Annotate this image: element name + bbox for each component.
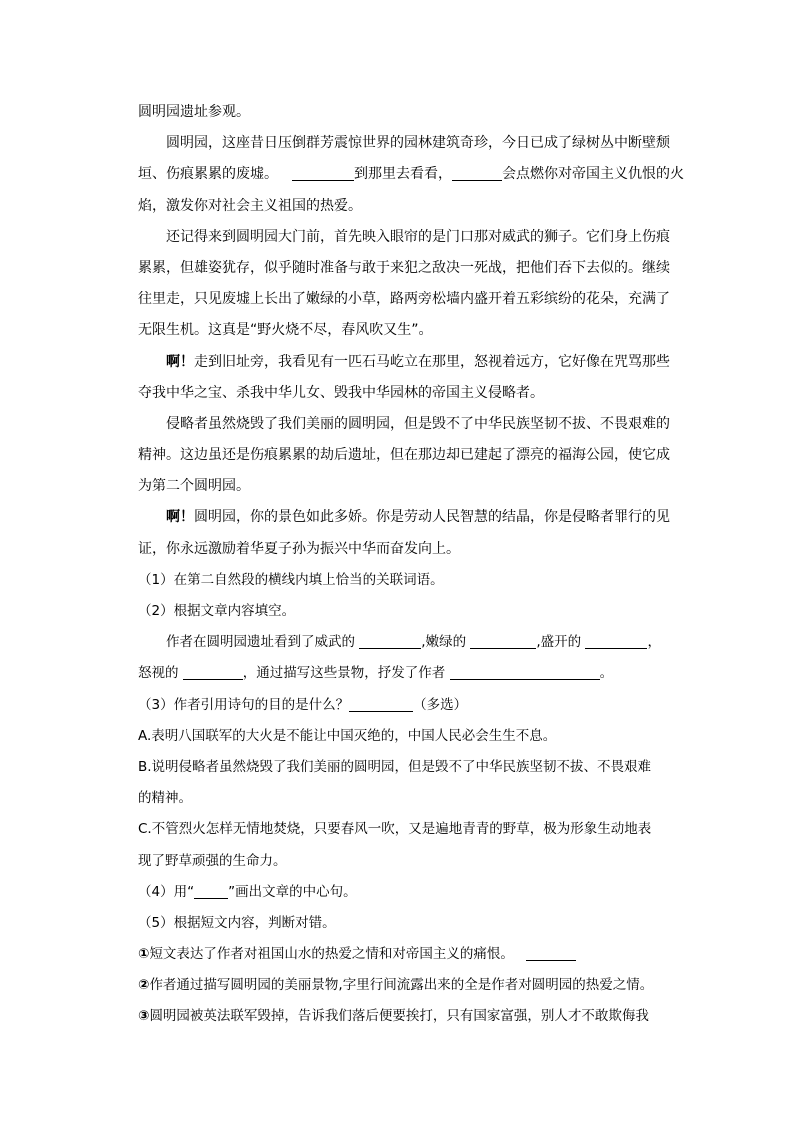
passage-line xyxy=(138,534,678,565)
option-c xyxy=(138,814,678,845)
text: ,盛开的 xyxy=(536,634,586,651)
fill-blank[interactable] xyxy=(359,632,421,649)
exclamation: 啊！ xyxy=(166,353,194,370)
text: 焰，激发你对社会主义祖国的热爱。 xyxy=(138,197,362,214)
fill-blank[interactable] xyxy=(183,663,243,680)
passage-line xyxy=(138,191,678,222)
text: 精神。这边虽还是伤痕累累的劫后遗址，但在那边却已建起了漂亮的福海公园，使它成 xyxy=(138,447,670,464)
text: 还记得来到圆明园大门前，首先映入眼帘的是门口那对威武的狮子。它们身上伤痕 xyxy=(166,228,670,245)
passage-line xyxy=(138,471,678,502)
question-1 xyxy=(138,565,678,596)
fill-blank[interactable] xyxy=(349,695,413,712)
text: 无限生机。这真是“野火烧不尽，春风吹又生”。 xyxy=(138,322,433,339)
option-c-cont xyxy=(138,846,678,877)
judgement-1 xyxy=(138,939,678,970)
text: （2）根据文章内容填空。 xyxy=(138,603,296,619)
text: （3）作者引用诗句的目的是什么？ xyxy=(138,696,350,713)
passage-line xyxy=(138,253,678,284)
question-4 xyxy=(138,877,678,908)
text: ,嫩绿的 xyxy=(421,634,471,651)
text: B.说明侵略者虽然烧毁了我们美丽的圆明园，但是毁不了中华民族坚韧不拔、不畏艰难 xyxy=(138,758,652,775)
passage-line xyxy=(138,159,684,190)
question-2-fill-line xyxy=(138,658,678,689)
text: 垣、伤痕累累的废墟。 xyxy=(138,166,278,183)
text: 作者在圆明园遗址看到了威武的 xyxy=(166,634,360,651)
question-5 xyxy=(138,908,678,939)
text: 为第二个圆明园。 xyxy=(138,478,250,495)
text: 夺我中华之宝、杀我中华儿女、毁我中华园林的帝国主义侵略者。 xyxy=(138,384,544,401)
fill-blank[interactable] xyxy=(585,632,647,649)
text: （5）根据短文内容，判断对错。 xyxy=(138,914,336,931)
option-b xyxy=(138,752,678,783)
passage-line xyxy=(138,409,678,440)
text: 累累，但雄姿犹存，似乎随时准备与敢于来犯之敌决一死战，把他们吞下去似的。继续 xyxy=(138,259,670,276)
text: 现了野草顽强的生命力。 xyxy=(138,852,287,869)
passage-line xyxy=(138,440,678,471)
exclamation: 啊！ xyxy=(166,509,194,526)
text: ， xyxy=(647,634,661,651)
text: 往里走，只见废墟上长出了嫩绿的小草，路两旁松墙内盛开着五彩缤纷的花朵，充满了 xyxy=(138,291,670,308)
judgement-2 xyxy=(138,970,678,1001)
text: 侵略者虽然烧毁了我们美丽的圆明园，但是毁不了中华民族坚韧不拔、不畏艰难的 xyxy=(166,415,670,432)
passage-line xyxy=(138,315,678,346)
passage-line xyxy=(138,97,678,128)
text: 作者通过描写圆明园的美丽景物,字里行间流露出来的全是作者对圆明园的热爱之情。 xyxy=(149,977,654,994)
text: C.不管烈火怎样无情地焚烧，只要春风一吹，又是遍地青青的野草，极为形象生动地表 xyxy=(138,821,652,838)
text: 圆明园被英法联军毁掉，告诉我们落后便要挨打，只有国家富强，别人才不敢欺侮我 xyxy=(149,1008,649,1025)
fill-blank[interactable] xyxy=(292,164,354,181)
text: 会点燃你对帝国主义仇恨的火 xyxy=(502,166,684,183)
underline-sample xyxy=(194,882,228,899)
text: 。 xyxy=(599,665,614,682)
text: （1）在第二自然段的横线内填上恰当的关联词语。 xyxy=(138,571,444,588)
fill-blank[interactable] xyxy=(470,632,536,649)
text: （多选） xyxy=(413,696,468,713)
number-marker: ① xyxy=(138,946,150,963)
text: ”画出文章的中心句。 xyxy=(228,883,357,900)
question-2 xyxy=(138,596,678,627)
text: 怒视的 xyxy=(138,665,183,682)
text: 圆明园遗址参观。 xyxy=(138,104,250,120)
text: 圆明园，这座昔日压倒群芳震惊世界的园林建筑奇珍，今日已成了绿树丛中断壁颓 xyxy=(166,135,670,152)
passage-line xyxy=(138,347,678,378)
text: 的精神。 xyxy=(138,790,192,807)
number-marker: ② xyxy=(138,977,150,994)
text: 到那里去看看， xyxy=(354,166,452,183)
option-a xyxy=(138,721,678,752)
number-marker: ③ xyxy=(138,1008,150,1025)
fill-blank[interactable] xyxy=(452,164,502,181)
answer-blank[interactable] xyxy=(526,944,576,961)
judgement-3 xyxy=(138,1001,678,1032)
passage-line xyxy=(138,502,678,533)
passage-line xyxy=(138,222,678,253)
passage-line xyxy=(138,284,678,315)
text: （4）用“ xyxy=(138,883,195,900)
text: 圆明园，你的景色如此多娇。你是劳动人民智慧的结晶，你是侵略者罪行的见 xyxy=(194,509,670,526)
passage-line xyxy=(138,128,678,159)
text: 走到旧址旁，我看见有一匹石马屹立在那里，怒视着远方，它好像在咒骂那些 xyxy=(194,353,670,370)
text: 短文表达了作者对祖国山水的热爱之情和对帝国主义的痛恨。 xyxy=(149,946,514,963)
text: A.表明八国联军的大火是不能让中国灭绝的，中国人民必会生生不息。 xyxy=(138,727,557,744)
document-page xyxy=(138,97,684,1033)
option-b-cont xyxy=(138,783,678,814)
text: ，通过描写这些景物，抒发了作者 xyxy=(242,665,450,682)
question-3 xyxy=(138,690,678,721)
fill-blank[interactable] xyxy=(450,663,600,680)
question-2-fill-line xyxy=(138,627,678,658)
passage-line xyxy=(138,378,678,409)
text: 证，你永远激励着华夏子孙为振兴中华而奋发向上。 xyxy=(138,540,460,557)
